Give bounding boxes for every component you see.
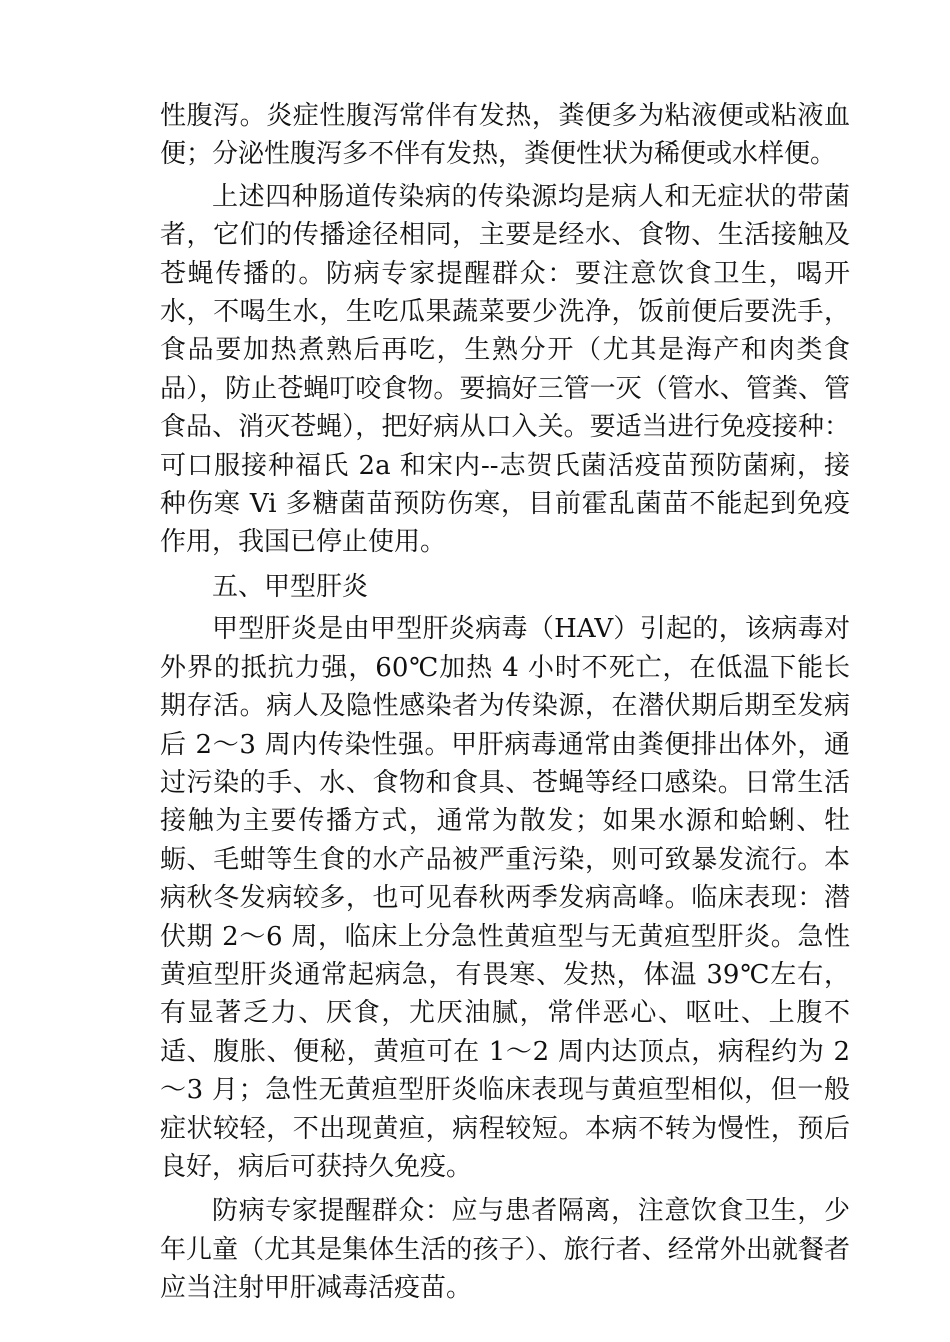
paragraph-continuation: 性腹泻。炎症性腹泻常伴有发热，粪便多为粘液便或粘液血便；分泌性腹泻多不伴有发热，粪便性状为稀便或水样便。 <box>160 101 850 170</box>
section-heading-hepatitis-a: 五、甲型肝炎 <box>212 571 369 602</box>
paragraph-hepatitis-a-prevention: 防病专家提醒群众：应与患者隔离，注意饮食卫生，少年儿童（尤其是集体生活的孩子）、旅行者、经常外出就餐者应当注射甲肝减毒活疫苗。 <box>160 1196 850 1304</box>
paragraph-hepatitis-a-description: 甲型肝炎是由甲型肝炎病毒（HAV）引起的，该病毒对外界的抵抗力强，60℃加热 4 小时不死亡，在低温下能长期存活。病人及隐性感染者为传染源，在潜伏期后期至发病后 2～3 周内传染性强。甲肝病毒通常由粪便排出体外，通过污染的手、水、食物和食具、苍蝇等经口感染。日常生活接触为主要传播方式，通常为散发；如果水源和蛤蜊、牡蛎、毛蚶等生食的水产品被严重污染，则可致暴发流行。本病秋冬发病较多，也可见春秋两季发病高峰。临床表现：潜伏期 2～6 周，临床上分急性黄疸型与无黄疸型肝炎。急性黄疸型肝炎通常起病急，有畏寒、发热，体温 39℃左右，有显著乏力、厌食，尤厌油腻，常伴恶心、呕吐、上腹不适、腹胀、便秘，黄疸可在 1～2 周内达顶点，病程约为 2～3 月；急性无黄疸型肝炎临床表现与黄疸型相似，但一般症状较轻，不出现黄疸，病程较短。本病不转为慢性，预后良好，病后可获持久免疫。 <box>160 614 850 1182</box>
paragraph-transmission-prevention: 上述四种肠道传染病的传染源均是病人和无症状的带菌者，它们的传播途径相同，主要是经水、食物、生活接触及苍蝇传播的。防病专家提醒群众：要注意饮食卫生，喝开水，不喝生水，生吃瓜果蔬菜要少洗净，饭前便后要洗手，食品要加热煮熟后再吃，生熟分开（尤其是海产和肉类食品），防止苍蝇叮咬食物。要搞好三管一灭（管水、管粪、管食品、消灭苍蝇），把好病从口入关。要适当进行免疫接种：可口服接种福氏 2a 和宋内--志贺氏菌活疫苗预防菌痢，接种伤寒 Vi 多糖菌苗预防伤寒，目前霍乱菌苗不能起到免疫作用，我国已停止使用。 <box>160 181 850 558</box>
document-body <box>160 97 850 1308</box>
